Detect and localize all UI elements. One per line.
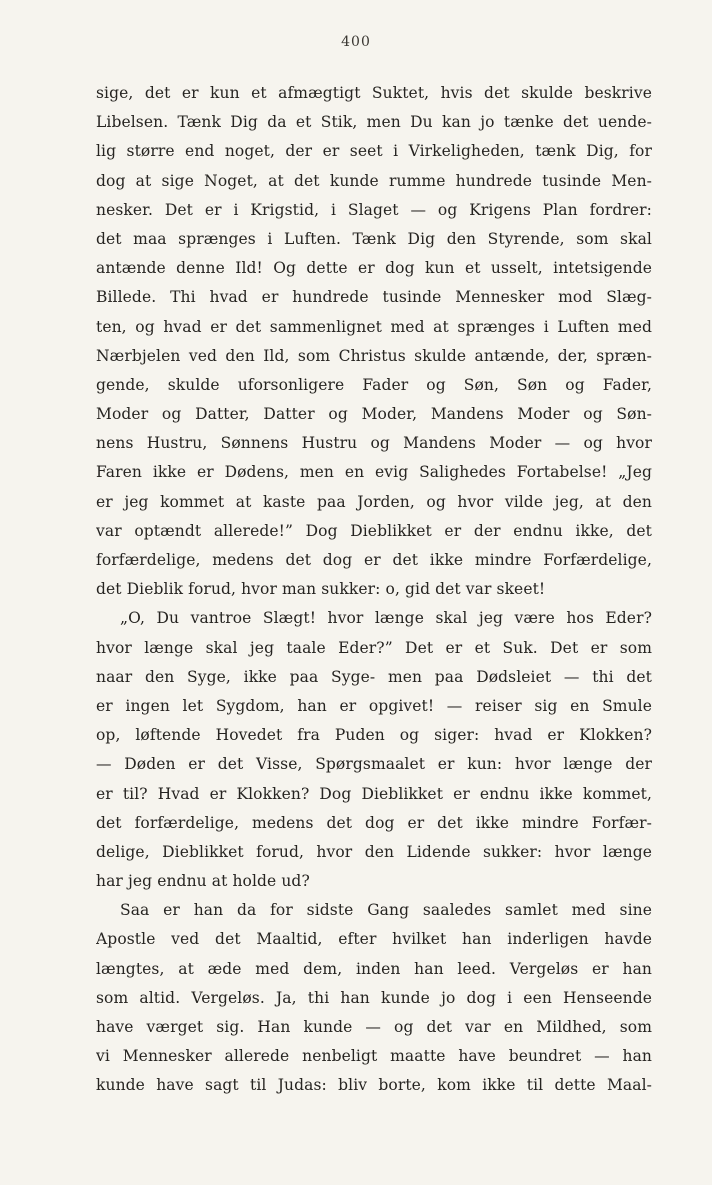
text-line: er til? Hvad er Klokken? Dog Dieblikket er endnu ikke kommet, <box>96 784 652 803</box>
text-line: er ingen let Sygdom, han er opgivet! — reiser sig en Smule <box>96 696 652 715</box>
text-line: op, løftende Hovedet fra Puden og siger: hvad er Klokken? <box>96 726 652 745</box>
text-line: antænde denne Ild! Og dette er dog kun et usselt, intetsigende <box>96 259 652 278</box>
text-line: lig større end noget, der er seet i Virkeligheden, tænk Dig, for <box>96 142 652 161</box>
text-line: var optændt allerede!” Dog Dieblikket er der endnu ikke, det <box>96 521 652 540</box>
page-number: 400 <box>341 34 371 50</box>
text-line: vi Mennesker allerede nenbeligt maatte have beundret — han <box>96 1047 652 1066</box>
text-line: naar den Syge, ikke paa Syge- men paa Dødsleiet — thi det <box>96 667 652 686</box>
text-line: — Døden er det Visse, Spørgsmaalet er kun: hvor længe der <box>96 755 652 774</box>
body-text <box>96 79 652 1101</box>
text-line: have værget sig. Han kunde — og det var en Mildhed, som <box>96 1018 652 1036</box>
text-line: hvor længe skal jeg taale Eder?” Det er et Suk. Det er som <box>96 638 652 657</box>
text-line: det maa sprænges i Luften. Tænk Dig den Styrende, som skal <box>96 229 652 248</box>
text-line: kunde have sagt til Judas: bliv borte, kom ikke til dette Maal- <box>96 1076 652 1095</box>
text-line: er jeg kommet at kaste paa Jorden, og hvor vilde jeg, at den <box>96 492 652 511</box>
text-line: sige, det er kun et afmægtigt Suktet, hvis det skulde beskrive <box>96 84 652 102</box>
paragraph-start-line: „O, Du vantroe Slægt! hvor længe skal jeg være hos Eder? <box>120 609 652 628</box>
text-line: forfærdelige, medens det dog er det ikke mindre Forfærdelige, <box>96 551 652 569</box>
text-line: dog at sige Noget, at det kunde rumme hundrede tusinde Men- <box>96 171 652 190</box>
text-line: Moder og Datter, Datter og Moder, Mandens Moder og Søn- <box>96 405 652 424</box>
text-line: nesker. Det er i Krigstid, i Slaget — og Krigens Plan fordrer: <box>96 200 652 219</box>
text-line: nens Hustru, Sønnens Hustru og Mandens Moder — og hvor <box>96 434 652 453</box>
paragraph-end-line: har jeg endnu at holde ud? <box>96 872 310 891</box>
text-line: delige, Dieblikket forud, hvor den Lidende sukker: hvor længe <box>96 842 652 861</box>
text-line: Billede. Thi hvad er hundrede tusinde Mennesker mod Slæg- <box>96 288 652 307</box>
text-line: det forfærdelige, medens det dog er det ikke mindre Forfær- <box>96 813 652 832</box>
text-line: ten, og hvad er det sammenlignet med at sprænges i Luften med <box>96 317 652 336</box>
text-line: som altid. Vergeløs. Ja, thi han kunde jo dog i een Henseende <box>96 988 652 1007</box>
text-line: Libelsen. Tænk Dig da et Stik, men Du kan jo tænke det uende- <box>96 113 652 132</box>
paragraph-end-line: det Dieblik forud, hvor man sukker: o, gid det var skeet! <box>96 580 546 599</box>
paragraph-start-line: Saa er han da for sidste Gang saaledes samlet med sine <box>120 901 652 920</box>
text-line: Apostle ved det Maaltid, efter hvilket han inderligen havde <box>96 930 652 949</box>
text-line: gende, skulde uforsonligere Fader og Søn, Søn og Fader, <box>96 375 652 394</box>
text-line: Nærbjelen ved den Ild, som Christus skulde antænde, der, spræn- <box>96 346 652 365</box>
text-line: længtes, at æde med dem, inden han leed. Vergeløs er han <box>96 959 652 978</box>
text-line: Faren ikke er Dødens, men en evig Salighedes Fortabelse! „Jeg <box>96 463 652 482</box>
